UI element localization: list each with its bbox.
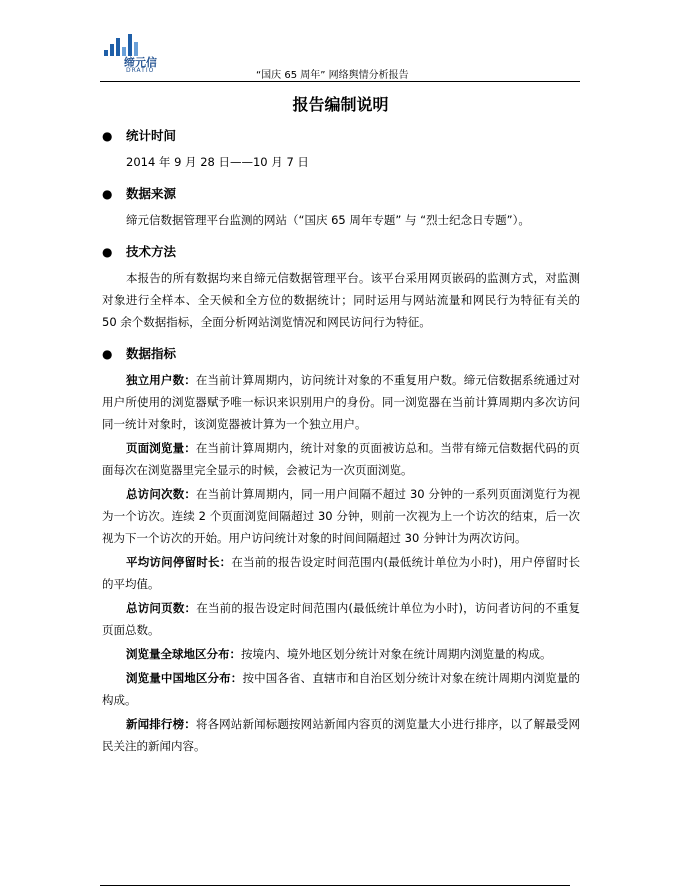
page-title: 报告编制说明 (292, 95, 389, 114)
section-heading-label: 数据指标 (126, 346, 177, 361)
bullet-icon: ● (102, 129, 113, 143)
logo-bars-icon (100, 34, 144, 56)
metric-description: 按境内、境外地区划分统计对象在统计周期内浏览量的构成。 (241, 647, 552, 661)
section-heading-label: 数据来源 (126, 186, 177, 201)
metric-description: 在当前计算周期内，统计对象的页面被访总和。当带有缔元信数据代码的页面每次在浏览器里完全显示的时候，会被记为一次页面浏览。 (102, 441, 581, 477)
report-header-title: “国庆 65 周年” 网络舆情分析报告 (256, 70, 409, 81)
section-heading-metrics (102, 343, 580, 365)
section-heading-label: 技术方法 (126, 244, 177, 259)
metric-item (102, 597, 580, 641)
section-text-time: 2014 年 9 月 28 日——10 月 7 日 (126, 155, 309, 169)
metric-item (102, 713, 580, 757)
metric-item (102, 667, 580, 711)
metric-item (102, 551, 580, 595)
metric-term: 页面浏览量： (126, 441, 196, 455)
metric-term: 浏览量全球地区分布： (126, 647, 241, 661)
section-heading-source (102, 183, 580, 205)
company-logo (100, 34, 180, 74)
section-text-source: 缔元信数据管理平台监测的网站（“国庆 65 周年专题” 与 “烈士纪念日专题”）。 (126, 213, 530, 227)
metric-item (102, 483, 580, 549)
logo-subtext: DRATIO (126, 67, 155, 74)
bullet-icon: ● (102, 347, 113, 361)
section-heading-label: 统计时间 (126, 128, 177, 143)
metric-description: 在当前计算周期内，同一用户间隔不超过 30 分钟的一系列页面浏览行为视为一个访次。连续 2 个页面浏览间隔超过 30 分钟，则前一次视为上一个访次的结束，后一次视为下一个访次的开始。用户访问统计对象的时间间隔超过 30 分钟计为两次访问。 (102, 487, 581, 545)
metric-description: 在当前的报告设定时间范围内(最低统计单位为小时)，用户停留时长的平均值。 (102, 555, 580, 591)
metric-term: 总访问次数： (126, 487, 197, 501)
bullet-icon: ● (102, 187, 113, 201)
section-heading-method (102, 241, 580, 263)
metric-term: 浏览量中国地区分布： (126, 671, 243, 685)
metric-description: 在当前计算周期内，访问统计对象的不重复用户数。缔元信数据系统通过对用户所使用的浏览器赋予唯一标识来识别用户的身份。同一浏览器在当前计算周期内多次访问同一统计对象时，该浏览器被计算为一个独立用户。 (102, 373, 581, 431)
header-divider (100, 81, 580, 82)
metric-item (102, 369, 580, 435)
section-heading-time (102, 125, 580, 147)
metric-description: 在当前的报告设定时间范围内(最低统计单位为小时)，访问者访问的不重复页面总数。 (102, 601, 580, 637)
logo-text: 缔元信 (124, 56, 157, 69)
metric-term: 独立用户数： (126, 373, 196, 387)
metric-term: 平均访问停留时长： (126, 555, 232, 569)
metric-description: 将各网站新闻标题按网站新闻内容页的浏览量大小进行排序，以了解最受网民关注的新闻内容。 (102, 717, 581, 753)
metric-term: 新闻排行榜： (126, 717, 196, 731)
bullet-icon: ● (102, 245, 113, 259)
metric-item (102, 643, 580, 665)
metric-item (102, 437, 580, 481)
footer-divider (100, 885, 570, 886)
document-body (102, 125, 580, 759)
metric-description: 按中国各省、直辖市和自治区划分统计对象在统计周期内浏览量的构成。 (102, 671, 581, 707)
metric-term: 总访问页数： (126, 601, 197, 615)
section-text-method: 本报告的所有数据均来自缔元信数据管理平台。该平台采用网页嵌码的监测方式，对监测对象进行全样本、全天候和全方位的数据统计；同时运用与网站流量和网民行为特征有关的 50 余个数据指标，全面分析网站浏览情况和网民访问行为特征。 (102, 271, 580, 329)
